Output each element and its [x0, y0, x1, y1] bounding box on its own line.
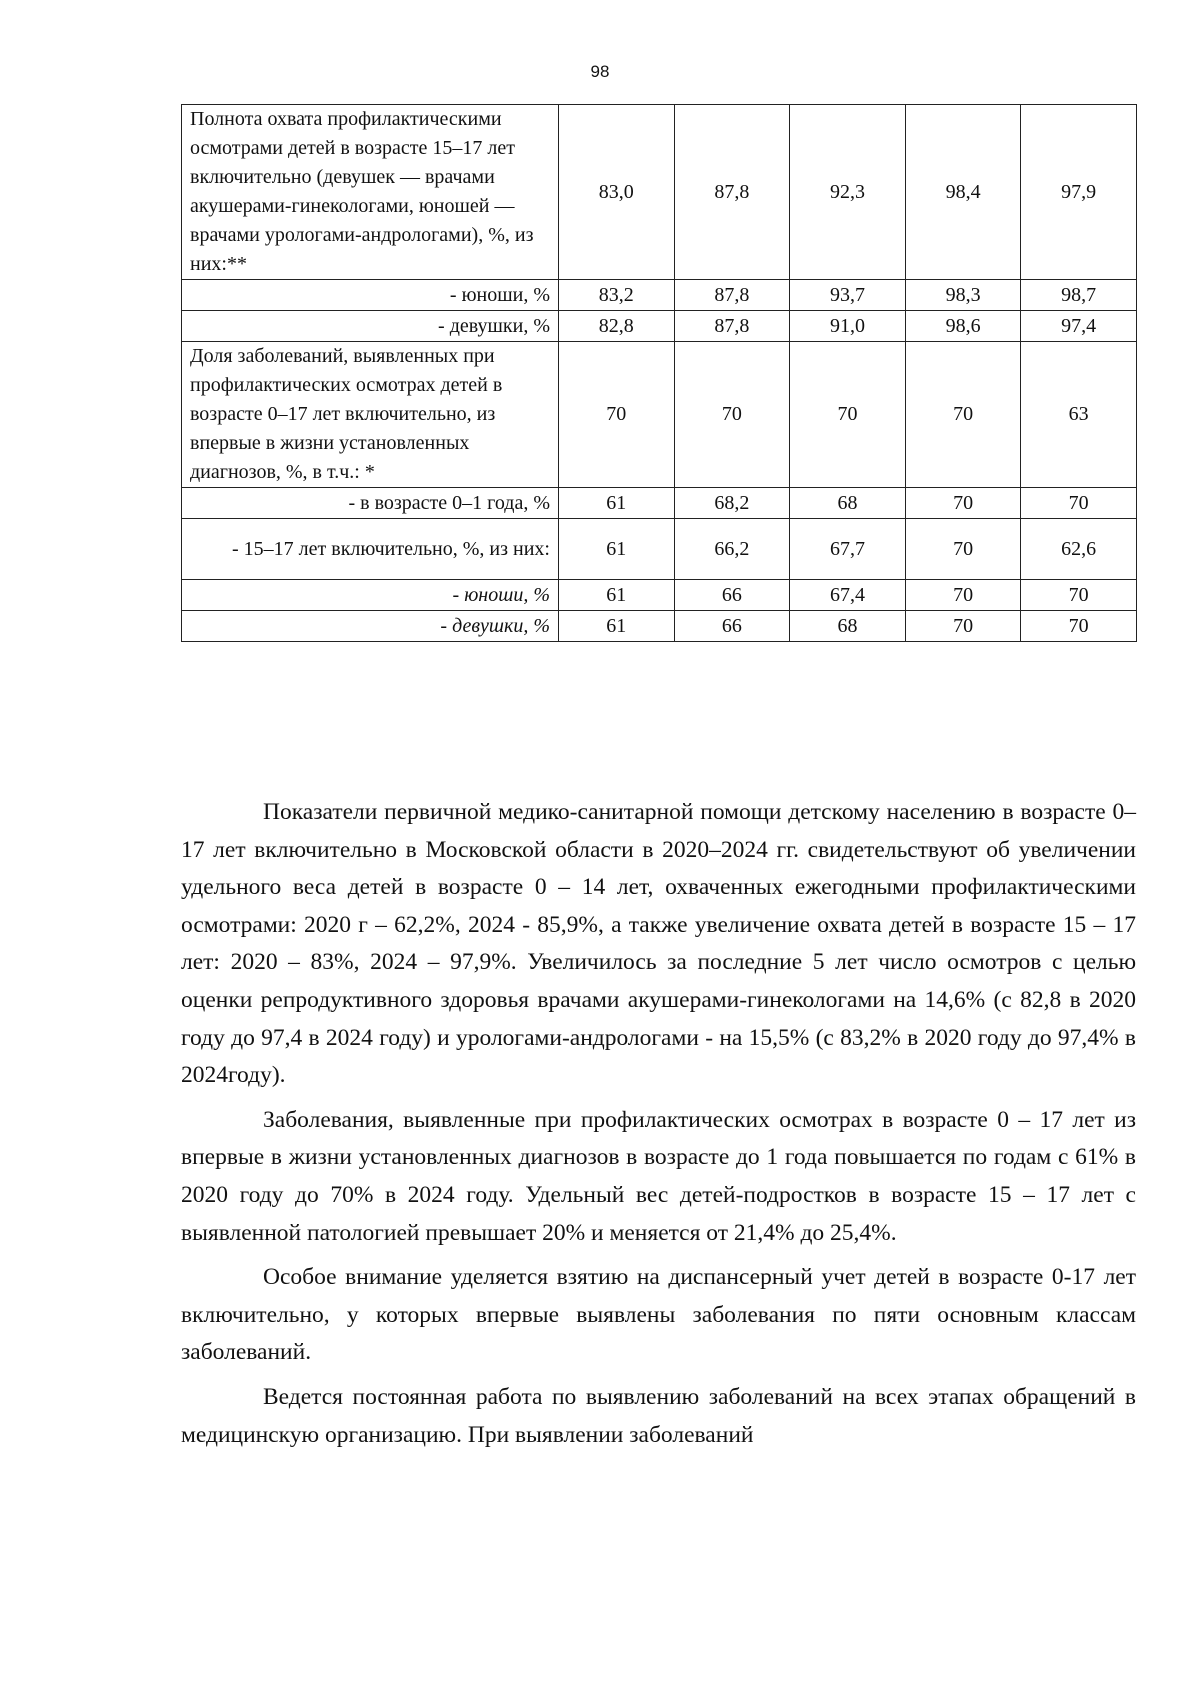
- row-label: Доля заболеваний, выявленных при профилактических осмотрах детей в возрасте 0–17 лет включительно, из впервые в жизни установленных диагнозов, %, в т.ч.: *: [182, 342, 559, 488]
- row-label: - в возрасте 0–1 года, %: [182, 488, 559, 519]
- body-text: [181, 794, 1136, 1461]
- value-cell: 91,0: [790, 311, 906, 342]
- value-cell: 98,4: [905, 105, 1021, 280]
- value-cell: 67,4: [790, 580, 906, 611]
- paragraph: Заболевания, выявленные при профилактических осмотрах в возрасте 0 – 17 лет из впервые в жизни установленных диагнозов в возрасте до 1 года повышается по годам с 61% в 2020 году до 70% в 2024 году. Удельный вес детей-подростков в возрасте 15 – 17 лет с выявленной патологией превышает 20% и меняется от 21,4% до 25,4%.: [181, 1106, 1136, 1246]
- page-number: 98: [590, 62, 610, 81]
- paragraph: Ведется постоянная работа по выявлению заболеваний на всех этапах обращений в медицинскую организацию. При выявлении заболеваний: [181, 1383, 1136, 1448]
- value-cell: 97,9: [1021, 105, 1137, 280]
- table-row: [182, 611, 1137, 642]
- value-cell: 82,8: [559, 311, 675, 342]
- value-cell: 92,3: [790, 105, 906, 280]
- value-cell: 66: [674, 611, 790, 642]
- value-cell: 98,6: [905, 311, 1021, 342]
- value-cell: 68,2: [674, 488, 790, 519]
- row-label: - 15–17 лет включительно, %, из них:: [182, 519, 559, 580]
- value-cell: 61: [559, 488, 675, 519]
- value-cell: 87,8: [674, 280, 790, 311]
- value-cell: 87,8: [674, 105, 790, 280]
- row-label: Полнота охвата профилактическими осмотрами детей в возрасте 15–17 лет включительно (девушек — врачами акушерами-гинекологами, юношей — врачами урологами-андрологами), %, из них:**: [182, 105, 559, 280]
- value-cell: 67,7: [790, 519, 906, 580]
- table-row: [182, 519, 1137, 580]
- value-cell: 68: [790, 611, 906, 642]
- row-label: - юноши, %: [182, 580, 559, 611]
- value-cell: 70: [1021, 611, 1137, 642]
- table-row: [182, 488, 1137, 519]
- value-cell: 70: [1021, 580, 1137, 611]
- value-cell: 83,2: [559, 280, 675, 311]
- value-cell: 70: [1021, 488, 1137, 519]
- value-cell: 66: [674, 580, 790, 611]
- value-cell: 98,7: [1021, 280, 1137, 311]
- paragraph: Особое внимание уделяется взятию на диспансерный учет детей в возрасте 0-17 лет включительно, у которых впервые выявлены заболевания по пяти основным классам заболеваний.: [181, 1264, 1136, 1366]
- value-cell: 98,3: [905, 280, 1021, 311]
- value-cell: 70: [905, 580, 1021, 611]
- value-cell: 63: [1021, 342, 1137, 488]
- value-cell: 70: [905, 519, 1021, 580]
- table-row: [182, 105, 1137, 280]
- value-cell: 70: [559, 342, 675, 488]
- paragraph: Показатели первичной медико-санитарной помощи детскому населению в возрасте 0–17 лет включительно в Московской области в 2020–2024 гг. свидетельствуют об увеличении удельного веса детей в возрасте 0 – 14 лет, охваченных ежегодными профилактическими осмотрами: 2020 г – 62,2%, 2024 - 85,9%, а также увеличение охвата детей в возрасте 15 – 17 лет: 2020 – 83%, 2024 – 97,9%. Увеличилось за последние 5 лет число осмотров с целью оценки репродуктивного здоровья врачами акушерами-гинекологами на 14,6% (с 82,8 в 2020 году до 97,4 в 2024 году) и урологами-андрологами - на 15,5% (с 83,2% в 2020 году до 97,4% в 2024году).: [181, 799, 1136, 1089]
- value-cell: 87,8: [674, 311, 790, 342]
- value-cell: 61: [559, 580, 675, 611]
- value-cell: 62,6: [1021, 519, 1137, 580]
- value-cell: 97,4: [1021, 311, 1137, 342]
- value-cell: 61: [559, 519, 675, 580]
- value-cell: 70: [905, 488, 1021, 519]
- value-cell: 83,0: [559, 105, 675, 280]
- row-label: - девушки, %: [182, 611, 559, 642]
- table-row: [182, 311, 1137, 342]
- value-cell: 70: [790, 342, 906, 488]
- value-cell: 61: [559, 611, 675, 642]
- row-label: - девушки, %: [182, 311, 559, 342]
- statistics-table-body: [182, 105, 1137, 642]
- value-cell: 93,7: [790, 280, 906, 311]
- table-row: [182, 580, 1137, 611]
- value-cell: 70: [905, 611, 1021, 642]
- value-cell: 66,2: [674, 519, 790, 580]
- table-row: [182, 280, 1137, 311]
- statistics-table: [181, 104, 1137, 642]
- value-cell: 68: [790, 488, 906, 519]
- table-row: [182, 342, 1137, 488]
- value-cell: 70: [674, 342, 790, 488]
- row-label: - юноши, %: [182, 280, 559, 311]
- value-cell: 70: [905, 342, 1021, 488]
